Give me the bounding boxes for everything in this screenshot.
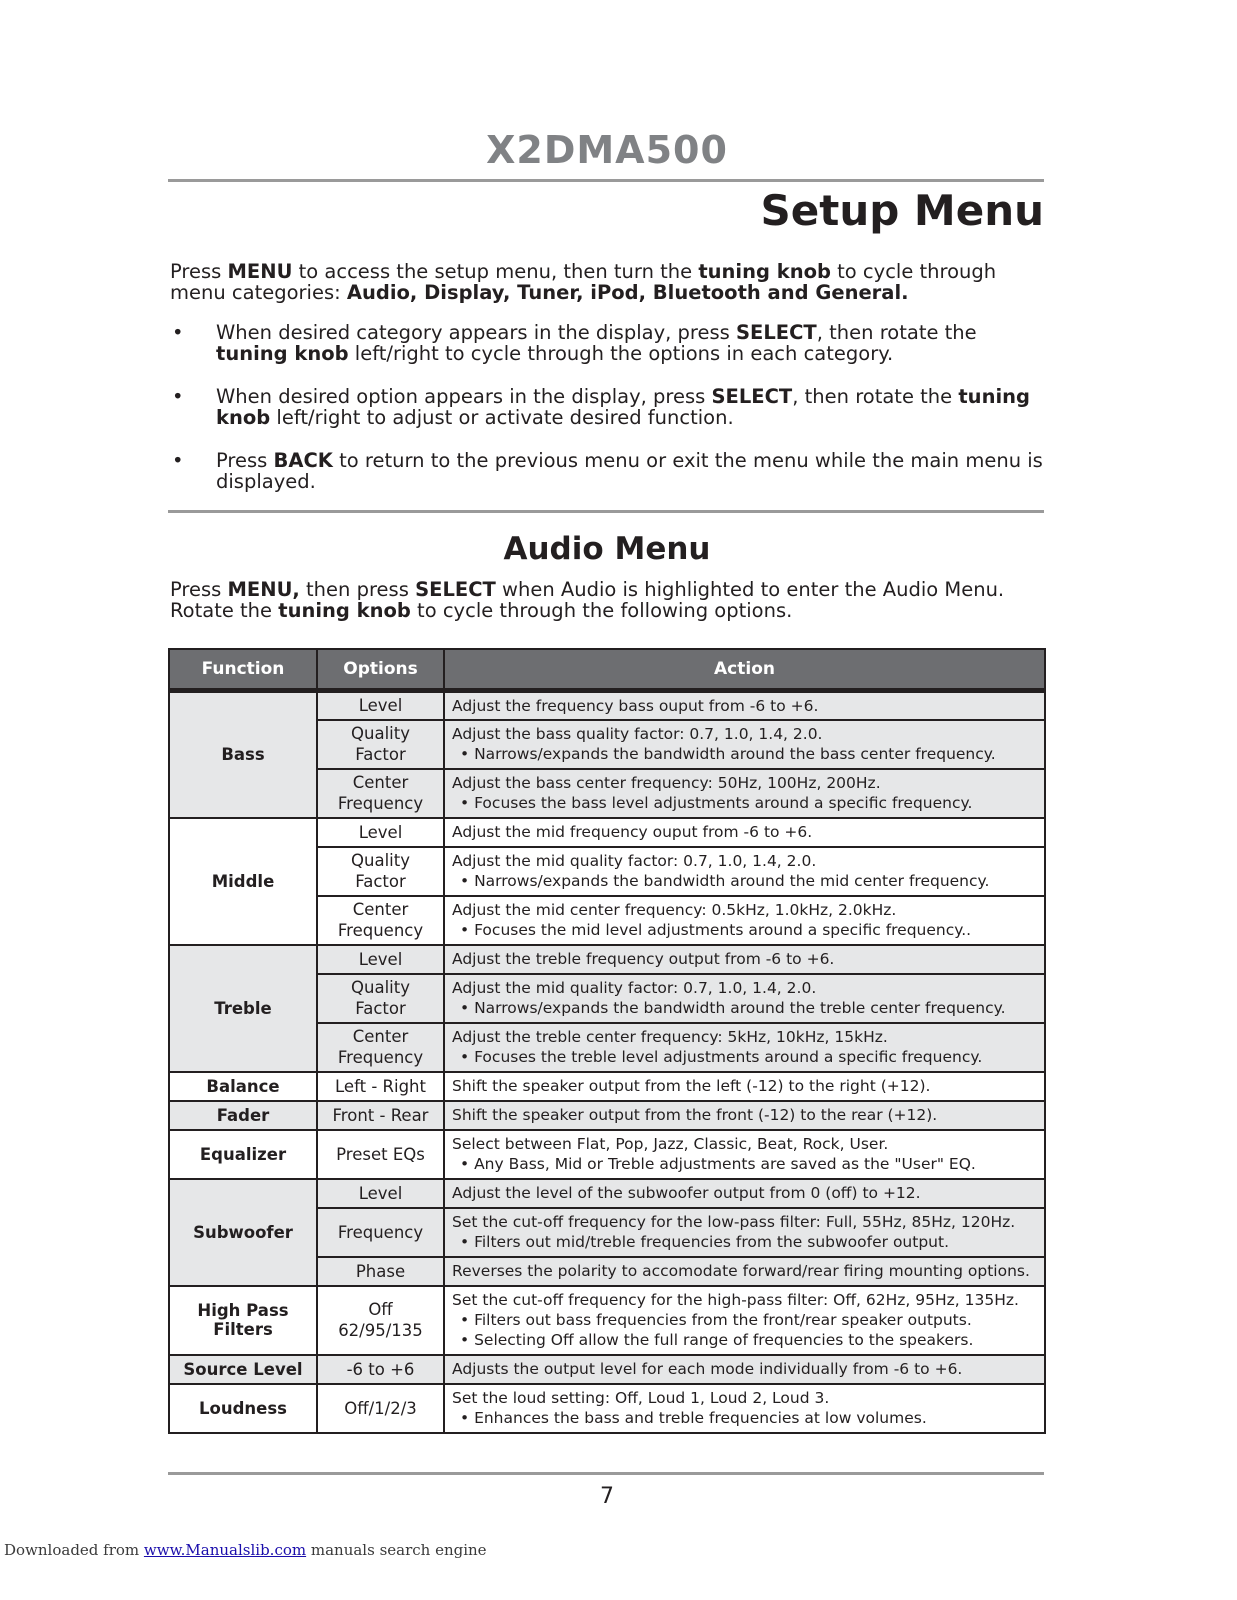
action-cell: Adjust the treble frequency output from -6 to +6.: [444, 945, 1045, 974]
action-cell: Adjust the bass quality factor: 0.7, 1.0, 1.4, 2.0. • Narrows/expands the bandwidth around the bass center frequency.: [444, 720, 1045, 769]
action-cell: Select between Flat, Pop, Jazz, Classic, Beat, Rock, User. • Any Bass, Mid or Treble adjustments are saved as the "User" EQ.: [444, 1130, 1045, 1179]
option-cell: -6 to +6: [317, 1355, 444, 1384]
section-divider: [168, 510, 1044, 513]
option-cell: Center Frequency: [317, 769, 444, 818]
table-row: [169, 1130, 1045, 1179]
list-item: • Press BACK to return to the previous menu or exit the menu while the main menu is displayed.: [172, 449, 1043, 493]
option-cell: Level: [317, 945, 444, 974]
table-row: [169, 945, 1045, 974]
option-cell: Off 62/95/135: [317, 1286, 444, 1355]
column-header-action: Action: [444, 649, 1045, 691]
column-header-function: Function: [169, 649, 317, 691]
option-cell: Left - Right: [317, 1072, 444, 1101]
column-header-options: Options: [317, 649, 444, 691]
header-divider: [168, 179, 1044, 182]
action-cell: Adjust the mid center frequency: 0.5kHz, 1.0kHz, 2.0kHz. • Focuses the mid level adjustments around a specific frequency..: [444, 896, 1045, 945]
list-item: • When desired option appears in the display, press SELECT, then rotate the tuning knob left/right to adjust or activate desired function.: [172, 385, 1030, 429]
table-row: [169, 1072, 1045, 1101]
table-row: [169, 818, 1045, 847]
option-cell: Quality Factor: [317, 847, 444, 896]
table-row: [169, 1179, 1045, 1208]
function-cell: Source Level: [169, 1355, 317, 1384]
function-cell: High Pass Filters: [169, 1286, 317, 1355]
function-cell: Equalizer: [169, 1130, 317, 1179]
function-cell: Middle: [169, 818, 317, 945]
audio-menu-table: [168, 648, 1046, 1434]
action-cell: Adjust the frequency bass ouput from -6 to +6.: [444, 691, 1045, 720]
action-cell: Adjust the mid quality factor: 0.7, 1.0, 1.4, 2.0. • Narrows/expands the bandwidth around the mid center frequency.: [444, 847, 1045, 896]
audio-menu-title: Audio Menu: [503, 531, 711, 567]
action-cell: Set the cut-off frequency for the low-pass filter: Full, 55Hz, 85Hz, 120Hz. • Filters out mid/treble frequencies from the subwoofer output.: [444, 1208, 1045, 1257]
action-cell: Set the cut-off frequency for the high-pass filter: Off, 62Hz, 95Hz, 135Hz. • Filters out bass frequencies from the front/rear speaker outputs. • Selecting Off allow the full range of frequencies to the speakers.: [444, 1286, 1045, 1355]
option-cell: Center Frequency: [317, 896, 444, 945]
table-row: [169, 691, 1045, 720]
option-cell: Center Frequency: [317, 1023, 444, 1072]
option-cell: Level: [317, 1179, 444, 1208]
function-cell: Treble: [169, 945, 317, 1072]
option-cell: Quality Factor: [317, 720, 444, 769]
option-cell: Frequency: [317, 1208, 444, 1257]
manualslib-link[interactable]: www.Manualslib.com: [143, 1541, 307, 1559]
download-footer: Downloaded from www.Manualslib.com manuals search engine: [4, 1541, 487, 1559]
footer-divider: [168, 1472, 1044, 1475]
table-row: [169, 1286, 1045, 1355]
table-row: [169, 1355, 1045, 1384]
action-cell: Set the loud setting: Off, Loud 1, Loud 2, Loud 3. • Enhances the bass and treble frequencies at low volumes.: [444, 1384, 1045, 1433]
option-cell: Level: [317, 691, 444, 720]
page-title: Setup Menu: [760, 186, 1044, 235]
intro-paragraph: Press MENU to access the setup menu, then turn the tuning knob to cycle through menu categories: Audio, Display, Tuner, iPod, Bluetooth and General.: [170, 260, 997, 304]
action-cell: Adjust the bass center frequency: 50Hz, 100Hz, 200Hz. • Focuses the bass level adjustments around a specific frequency.: [444, 769, 1045, 818]
action-cell: Adjust the mid quality factor: 0.7, 1.0, 1.4, 2.0. • Narrows/expands the bandwidth around the treble center frequency.: [444, 974, 1045, 1023]
action-cell: Shift the speaker output from the left (-12) to the right (+12).: [444, 1072, 1045, 1101]
action-cell: Adjust the treble center frequency: 5kHz, 10kHz, 15kHz. • Focuses the treble level adjustments around a specific frequency.: [444, 1023, 1045, 1072]
action-cell: Reverses the polarity to accomodate forward/rear firing mounting options.: [444, 1257, 1045, 1286]
option-cell: Level: [317, 818, 444, 847]
table-row: [169, 1384, 1045, 1433]
function-cell: Subwoofer: [169, 1179, 317, 1286]
option-cell: Phase: [317, 1257, 444, 1286]
action-cell: Adjust the level of the subwoofer output from 0 (off) to +12.: [444, 1179, 1045, 1208]
page-number: 7: [600, 1484, 614, 1509]
action-cell: Adjusts the output level for each mode individually from -6 to +6.: [444, 1355, 1045, 1384]
audio-intro-paragraph: Press MENU, then press SELECT when Audio is highlighted to enter the Audio Menu. Rotate the tuning knob to cycle through the following options.: [170, 578, 1005, 622]
function-cell: Balance: [169, 1072, 317, 1101]
option-cell: Front - Rear: [317, 1101, 444, 1130]
table-row: [169, 1101, 1045, 1130]
function-cell: Loudness: [169, 1384, 317, 1433]
option-cell: Preset EQs: [317, 1130, 444, 1179]
action-cell: Adjust the mid frequency ouput from -6 to +6.: [444, 818, 1045, 847]
function-cell: Bass: [169, 691, 317, 818]
option-cell: Off/1/2/3: [317, 1384, 444, 1433]
list-item: • When desired category appears in the display, press SELECT, then rotate the tuning knob left/right to cycle through the options in each category.: [172, 321, 977, 365]
model-name: X2DMA500: [486, 128, 728, 172]
instruction-list: [170, 322, 1046, 514]
option-cell: Quality Factor: [317, 974, 444, 1023]
action-cell: Shift the speaker output from the front (-12) to the rear (+12).: [444, 1101, 1045, 1130]
function-cell: Fader: [169, 1101, 317, 1130]
